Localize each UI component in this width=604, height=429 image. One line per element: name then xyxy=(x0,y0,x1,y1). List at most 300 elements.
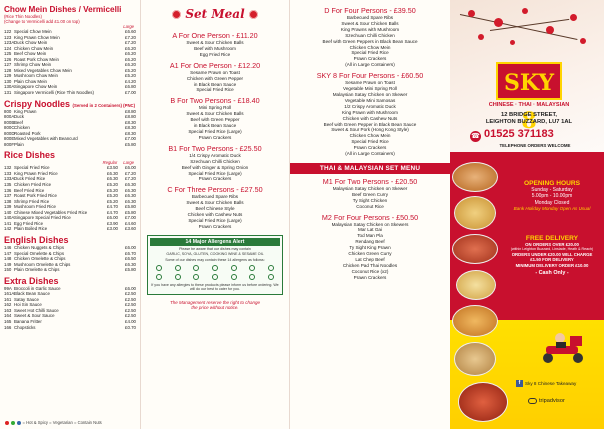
blossom-icon xyxy=(522,8,528,14)
item-price-regular: £4.70 xyxy=(107,209,118,215)
chow-mein-sub2: (Change to Vermicelli add £1.00 on top) xyxy=(4,19,80,24)
set-item: Sesame Prawn on Toast xyxy=(190,69,240,75)
item-number: 165 xyxy=(4,318,12,324)
food-image xyxy=(456,270,496,300)
set-item: Vegetable Mini Spring Roll xyxy=(343,86,397,92)
hours-days: Sunday - Saturday xyxy=(531,187,573,193)
set-item: Special Fried Rice (Large) xyxy=(188,217,242,223)
hours-title: OPENING HOURS xyxy=(523,180,581,187)
item-name: Singapore Vermicelli (Rice Thin Noodles) xyxy=(14,90,94,96)
chow-mein-list xyxy=(4,29,136,96)
item-name: King Prawn Chow Mein xyxy=(14,34,60,40)
allergen-icon xyxy=(175,274,181,280)
set-item: Prawn Crackers xyxy=(353,56,387,62)
item-price: £0.70 xyxy=(125,324,136,330)
hours-closed: Monday Closed xyxy=(534,199,570,206)
chow-mein-sub1: (Rice Thin Noodles) xyxy=(4,14,42,19)
item-price-regular: £3.50 xyxy=(107,165,118,171)
extra-list xyxy=(4,286,136,330)
set-meal-title: Set Meal xyxy=(185,7,245,21)
item-price-regular: £4.70 xyxy=(107,204,118,210)
rice-list xyxy=(4,165,136,232)
item-number: 139 xyxy=(4,204,12,210)
item-number: 141 xyxy=(4,220,12,226)
tripadvisor-link[interactable] xyxy=(528,398,565,404)
item-number: 163 xyxy=(4,307,12,313)
item-name: Shrimp Fried Rice xyxy=(14,198,50,204)
set-item: Beef with Mushroom xyxy=(194,45,236,51)
crispy-title-text: Crispy Noodles xyxy=(4,98,71,109)
item-price: £6.20 xyxy=(125,62,136,68)
item-number: 130A xyxy=(4,84,15,90)
item-number: 800A xyxy=(4,114,15,120)
set-item: Sesame Prawn on Toast xyxy=(345,80,395,86)
item-price: £6.80 xyxy=(125,84,136,90)
item-name: Plain Boiled Rice xyxy=(14,226,48,232)
item-name: Egg Fried Rice xyxy=(14,220,44,226)
set-item: Chicken with Green Pepper xyxy=(186,75,244,81)
item-number: 129 xyxy=(4,73,12,79)
tripadvisor-text: tripadvisor xyxy=(539,398,565,404)
set-item: Sweet & Sour Chicken Balls xyxy=(186,40,244,45)
item-price-regular: £5.20 xyxy=(107,193,118,199)
menu-item xyxy=(4,142,136,148)
free-title: FREE DELIVERY xyxy=(525,235,579,242)
phone-number[interactable]: 01525 371183 xyxy=(484,128,554,140)
crispy-title xyxy=(4,99,136,109)
set-item: in Black Bean Sauce xyxy=(193,123,237,129)
set-item: Malaysian Satay Chicken on Skewer xyxy=(332,185,408,191)
item-price: £2.50 xyxy=(125,291,136,297)
item-price-regular: £5.20 xyxy=(107,198,118,204)
allergen-icon xyxy=(249,274,255,280)
nuts-icon xyxy=(17,421,21,425)
item-number: 800B xyxy=(4,119,15,125)
item-number: 800D xyxy=(4,130,15,136)
set-item: Special Fried Rice xyxy=(196,87,234,93)
item-number: 133A xyxy=(4,176,15,182)
tagline: CHINESE · THAI · MALAYSIAN xyxy=(488,102,570,108)
item-number: 99A xyxy=(4,285,12,291)
set-item: Prawn Crackers xyxy=(353,274,387,280)
item-name: Sweet & Sour Sauce xyxy=(14,313,55,319)
set-item: Prawn Crackers xyxy=(353,145,387,151)
item-name: King Prawn Fried Rice xyxy=(14,170,58,176)
item-name: King Prawn xyxy=(14,108,37,114)
item-number: 137 xyxy=(4,193,12,199)
set-item: Prawn Crackers xyxy=(198,223,232,229)
delivery-scooter-icon xyxy=(538,330,588,364)
set-item: Barbecued Spare Ribs xyxy=(191,194,239,200)
item-price: £5.80 xyxy=(125,141,136,147)
set-item: Szechuan Chilli Chicken xyxy=(190,158,240,164)
item-name: Roast Pork Chow Mein xyxy=(14,56,59,62)
crispy-sub: (Served in 2 Containers) (PNC) xyxy=(72,102,136,108)
item-number: 161A xyxy=(4,291,15,297)
set-item: Malaysian Satay Chicken on Skewer xyxy=(332,91,408,97)
item-price: £6.20 xyxy=(125,45,136,51)
english-title: English Dishes xyxy=(4,234,69,245)
set-item: in Black Bean Sauce xyxy=(193,81,237,87)
item-price-large: £7.20 xyxy=(125,176,136,182)
allergen-icon xyxy=(156,265,162,271)
allergen-icon xyxy=(231,265,237,271)
free-line-3: ORDERS UNDER £20.00 WILL CHARGE xyxy=(511,251,593,257)
allergen-body2: GARLIC, SOYA, GLUTEN, COOKING WINE & SESAME OIL xyxy=(166,252,264,257)
item-name: Mushroom Chow Mein xyxy=(14,73,58,79)
item-price: £6.20 xyxy=(125,51,136,57)
set-title: A1 For One Person - £12.20 xyxy=(169,60,261,70)
item-price-regular: £5.20 xyxy=(107,187,118,193)
item-name: Chopsticks xyxy=(14,324,36,330)
set-item: Tod Man Pla xyxy=(357,233,383,239)
item-number: 131 xyxy=(4,90,12,96)
item-name: Mixed Vegetables Chow Mein xyxy=(14,67,72,73)
allergen-icon xyxy=(212,274,218,280)
item-number: 128 xyxy=(4,67,12,73)
set-item: Special Fried Rice xyxy=(351,50,389,56)
set-item: Egg Fried Rice xyxy=(199,51,231,57)
blossom-icon xyxy=(478,34,484,40)
logo: SKY 8 xyxy=(496,62,562,100)
set-title: B For Two Persons - £18.40 xyxy=(170,96,260,106)
blossom-icon xyxy=(546,26,554,34)
item-number: 166 xyxy=(4,324,12,330)
item-name: Mixed Vegetables with Beancurd xyxy=(14,136,78,142)
food-image xyxy=(454,342,496,376)
free-delivery xyxy=(500,235,604,276)
item-number: 123A xyxy=(4,40,15,46)
set-item: Beef Green Curry xyxy=(352,191,388,197)
item-number: 800 xyxy=(4,108,12,114)
item-number: 133 xyxy=(4,170,12,176)
set-meal-list xyxy=(145,31,285,230)
item-name: Beef Chow Mein xyxy=(14,51,47,57)
set-item: Ty Sight King Prawn xyxy=(349,245,391,251)
set-title: SKY 8 For Four Persons - £60.50 xyxy=(316,71,424,81)
item-number: 123 xyxy=(4,34,12,40)
set-item: Beef Chinese Style xyxy=(195,206,235,212)
item-name: Special Fried Rice xyxy=(14,165,50,171)
item-price-large: £6.30 xyxy=(125,198,136,204)
allergen-icon xyxy=(156,274,162,280)
management-note-1: The Management reserve the right to change xyxy=(169,299,261,305)
item-price-large: £3.60 xyxy=(125,226,136,232)
item-name: Beef Fried Rice xyxy=(14,187,45,193)
item-price-large: £7.20 xyxy=(125,170,136,176)
set-item: 1/2 Crispy Aromatic Duck xyxy=(344,103,396,109)
food-image xyxy=(458,382,508,422)
item-price: £7.00 xyxy=(125,90,136,96)
vegetarian-icon xyxy=(11,421,15,425)
telephone-orders-welcome: TELEPHONE ORDERS WELCOME xyxy=(499,143,571,148)
blossom-icon xyxy=(580,38,586,44)
address-line-1: 12 BRIDGE STREET, xyxy=(500,112,558,118)
english-list xyxy=(4,245,136,273)
item-name: Shrimp Chow Mein xyxy=(14,62,52,68)
extra-title: Extra Dishes xyxy=(4,275,59,286)
item-price: £4.20 xyxy=(125,78,136,84)
item-name: Mushroom Omelette & Chips xyxy=(14,261,71,267)
item-number: 147 xyxy=(4,250,12,256)
item-price: £6.00 xyxy=(125,285,136,291)
item-number: 138 xyxy=(4,198,12,204)
item-name: Mushroom Fried Rice xyxy=(14,204,56,210)
allergen-icon xyxy=(212,265,218,271)
item-name: Special Omelette & Chips xyxy=(14,250,65,256)
item-price: £6.50 xyxy=(125,256,136,262)
item-price: £7.00 xyxy=(125,136,136,142)
item-number: 800F xyxy=(4,141,15,147)
set-item: Coconut Rice xyxy=(356,203,384,209)
set-title: M2 For Four Persons - £50.50 xyxy=(321,212,419,222)
address xyxy=(468,112,590,126)
set-item: Beef with Green Pepper xyxy=(190,117,240,123)
item-price: £6.20 xyxy=(125,56,136,62)
set-title: D For Four Persons - £39.50 xyxy=(324,6,416,15)
allergen-icon xyxy=(175,265,181,271)
item-price-large: £7.00 xyxy=(125,215,136,221)
set-item: Vegetable Mini Samosas xyxy=(344,97,396,103)
item-number: 161 xyxy=(4,296,12,302)
item-price: £7.20 xyxy=(125,40,136,46)
menu-item xyxy=(4,267,136,273)
item-number: 148 xyxy=(4,256,12,262)
item-price-regular: £6.00 xyxy=(107,215,118,221)
item-price-regular: £5.20 xyxy=(107,182,118,188)
item-number: 150 xyxy=(4,267,12,273)
item-name: Chicken Chow Mein xyxy=(14,45,54,51)
item-number: 125 xyxy=(4,51,12,57)
item-number: 800C xyxy=(4,125,15,131)
item-number: 162 xyxy=(4,302,12,308)
set-item: Sweet & Sour Chicken Balls xyxy=(341,20,399,26)
rice-col-large: Large xyxy=(123,160,134,166)
set-item: Beef with Green Pepper in Black Bean Sauce xyxy=(323,121,417,127)
item-name: Beef xyxy=(14,119,24,125)
cash-only: - Cash Only - xyxy=(535,270,569,277)
flower-icon xyxy=(172,10,181,19)
free-line-4: £1.50 FOR DELIVERY xyxy=(530,257,574,263)
panel-set-meal xyxy=(141,0,290,429)
set-meal-list-2 xyxy=(294,0,446,157)
item-price-large: £4.60 xyxy=(125,220,136,226)
item-number: 122 xyxy=(4,29,12,34)
item-name: Roast Pork Fried Rice xyxy=(14,193,57,199)
item-number: 124 xyxy=(4,45,12,51)
item-number: 164 xyxy=(4,313,12,319)
item-price: £6.60 xyxy=(125,29,136,34)
item-name: Black Bean Sauce xyxy=(14,291,50,297)
food-image xyxy=(452,305,498,337)
management-note-2: the price without notice. xyxy=(191,305,239,311)
set-item: Barbecued Spare Ribs xyxy=(346,15,394,20)
item-name: Special Chow Mein xyxy=(14,29,52,34)
facebook-icon: f xyxy=(516,380,523,387)
legend-text: = Hot & Spicy = Vegetarian = Contain Nuts xyxy=(22,420,102,425)
set-item: King Prawns with Mushroom xyxy=(340,26,400,32)
allergen-body3: Some of our dishes may contain these 14 allergens as follows: xyxy=(165,257,265,262)
tripadvisor-icon xyxy=(528,398,537,404)
set-item: Prawn Crackers xyxy=(198,176,232,182)
free-line-5: MINIMUM DELIVERY ORDER £10.00 xyxy=(515,262,589,268)
item-number: 132 xyxy=(4,165,12,171)
set-item: Malaysian Satay Chicken on Skewers xyxy=(331,221,409,227)
item-price: £8.80 xyxy=(125,108,136,114)
set-title: M1 For Two Persons - £20.50 xyxy=(322,176,418,186)
allergen-body1: Please be aware that our dishes may contain xyxy=(179,246,251,251)
item-price: £8.30 xyxy=(125,125,136,131)
set-item: Prawn Crackers xyxy=(198,134,232,140)
set-item: 1/4 Crispy Aromatic Duck xyxy=(189,152,241,158)
item-price-large: £5.80 xyxy=(125,209,136,215)
set-title: A For One Person - £11.20 xyxy=(172,31,258,40)
item-name: Sweet Hot Chilli Sauce xyxy=(14,307,59,313)
set-item: Special Fried Rice xyxy=(351,139,389,145)
item-name: Singapore Special Fried Rice xyxy=(14,215,71,221)
free-line-1: ON ORDERS OVER £20.00 xyxy=(525,242,579,247)
set-item: Chicken Pad Thai Noodles xyxy=(342,262,398,268)
item-name: Chicken Nuggets & Chips xyxy=(14,244,65,250)
set-item: Chicken with Cashew Nuts xyxy=(342,115,398,121)
item-number: 136 xyxy=(4,187,12,193)
chow-col-large: Large xyxy=(123,24,134,29)
set-item: Beef with Ginger & Spring Onion xyxy=(181,164,249,170)
allergen-box xyxy=(147,235,283,295)
allergen-body4: If you have any allergies to these products please inform us before ordering. We will do our best to cater for you. xyxy=(151,282,279,292)
set-item: Chicken Chow Mein xyxy=(349,44,391,50)
item-number: 800E xyxy=(4,136,15,142)
item-price: £7.20 xyxy=(125,34,136,40)
panel-cover xyxy=(450,0,604,429)
hours-time: 5.00pm - 10.00pm xyxy=(531,193,573,200)
blossom-icon xyxy=(468,10,475,17)
item-price: £4.00 xyxy=(125,318,136,324)
menu-item xyxy=(4,325,136,331)
hot-spicy-icon xyxy=(5,421,9,425)
set-item: Mini Spring Roll xyxy=(198,105,232,111)
item-price: £2.50 xyxy=(125,302,136,308)
panel-set-meal-2 xyxy=(290,0,450,429)
item-price: £8.30 xyxy=(125,130,136,136)
facebook-link[interactable] xyxy=(516,380,576,387)
item-number: 146 xyxy=(4,244,12,250)
menu-item xyxy=(4,226,136,232)
item-price: £6.30 xyxy=(125,261,136,267)
item-name: Duck Fried Rice xyxy=(14,176,46,182)
panel-menu-noodles-rice xyxy=(0,0,141,429)
item-price: £2.50 xyxy=(125,313,136,319)
item-price: £5.20 xyxy=(125,67,136,73)
item-number: 127 xyxy=(4,62,12,68)
set-meal-banner xyxy=(145,0,285,28)
item-price: £8.80 xyxy=(125,114,136,120)
item-name: Singapore Chow Mein xyxy=(14,84,58,90)
flower-icon xyxy=(249,10,258,19)
item-price: £5.20 xyxy=(125,73,136,79)
item-number: 135 xyxy=(4,182,12,188)
allergen-icon xyxy=(193,274,199,280)
item-price: £2.50 xyxy=(125,307,136,313)
item-price-large: £6.00 xyxy=(125,165,136,171)
set-item: Sweet & Sour Chicken Balls xyxy=(186,200,244,206)
item-name: Plain Chow Mein xyxy=(14,78,47,84)
allergen-icon xyxy=(193,265,199,271)
item-name: Chicken Omelette & Chips xyxy=(14,256,66,262)
set-item: Chicken with Cashew Nuts xyxy=(187,212,243,218)
item-name: Plain Omelette & Chips xyxy=(14,267,60,273)
item-price-large: £5.80 xyxy=(125,204,136,210)
allergen-icon xyxy=(231,274,237,280)
hours-bank-holiday: Bank Holiday Monday Open As Usual xyxy=(513,206,591,212)
item-number: 149 xyxy=(4,261,12,267)
food-image xyxy=(452,234,498,264)
item-price: £6.70 xyxy=(125,250,136,256)
phone-icon: ☎ xyxy=(471,133,480,140)
blossom-icon xyxy=(494,18,503,27)
item-name: Plain xyxy=(14,141,24,147)
item-name: Banana Fritter xyxy=(14,318,42,324)
item-price: £5.80 xyxy=(125,267,136,273)
item-price-regular: £3.00 xyxy=(107,226,118,232)
set-item: Rendang Beef xyxy=(355,239,385,245)
item-name: Satay Sauce xyxy=(14,296,39,302)
set-item: Beef with Green Peppers in Black Bean Sauce xyxy=(322,38,418,44)
set-item: Chicken Chow Mein xyxy=(349,133,391,139)
set-item: Szechuan Chilli Chicken xyxy=(345,32,395,38)
set-item: Coconut Rice (x2) xyxy=(351,268,389,274)
facebook-text: Sky 8 Chinese Takeaway xyxy=(525,381,577,386)
item-number: 130 xyxy=(4,78,12,84)
set-item: (All in Large Containers) xyxy=(345,62,395,68)
menu-item xyxy=(4,90,136,96)
management-note xyxy=(145,300,285,311)
blossom-icon xyxy=(510,40,515,45)
allergen-icon xyxy=(268,265,274,271)
set-item: Special Fried Rice (Large) xyxy=(188,128,242,134)
set-item: Ty Sight Chicken xyxy=(352,197,388,203)
set-title: B1 For Two Persons - £25.50 xyxy=(168,143,262,153)
set-item: Lat Chep Beef xyxy=(355,257,385,262)
allergen-icon xyxy=(268,274,274,280)
food-image xyxy=(454,196,496,230)
crispy-list xyxy=(4,109,136,148)
set-item: Chicken Green Curry xyxy=(348,251,392,257)
item-name: Chinese Mixed Vegetables Fried Rice xyxy=(14,209,88,215)
set-item: (All in Large Containers) xyxy=(345,151,395,157)
item-name: Chicken Fried Rice xyxy=(14,182,52,188)
thai-set-list xyxy=(294,177,446,281)
address-line-2: LEIGHTON BUZZARD, LU7 1AL xyxy=(485,119,573,125)
item-number: 140 xyxy=(4,209,12,215)
item-name: Chicken xyxy=(14,125,30,131)
item-price: £6.00 xyxy=(125,244,136,250)
item-number: 140A xyxy=(4,215,15,221)
item-price-large: £6.30 xyxy=(125,187,136,193)
food-image xyxy=(452,162,498,192)
item-name: Roasted Pork xyxy=(14,130,41,136)
allergen-head: 14 Major Allergens Alert xyxy=(150,238,280,246)
item-price-large: £6.30 xyxy=(125,182,136,188)
rice-title: Rice Dishes xyxy=(4,150,56,161)
opening-hours xyxy=(500,180,604,212)
set-item: Sweet & Sour Pork (Hong Kong Style) xyxy=(331,127,409,133)
rice-col-regular: Regular xyxy=(102,160,118,166)
item-name: Hoi Sin Sauce xyxy=(14,302,42,308)
item-name: Broccoli in Garlic Sauce xyxy=(14,285,61,291)
thai-malaysian-bar: THAI & MALAYSIAN SET MENU xyxy=(290,163,450,174)
item-name: Duck Chow Mein xyxy=(14,40,48,46)
